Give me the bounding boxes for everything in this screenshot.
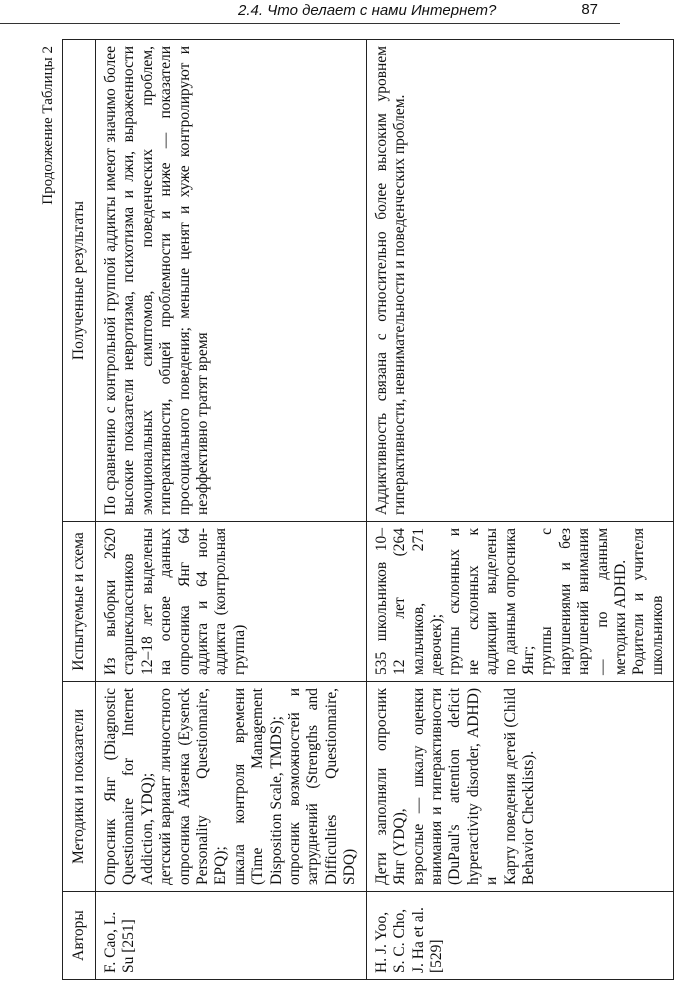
column-header-results: Полученные результаты [63,40,96,522]
method-item: Опросник Янг (Diagnostic Questionnaire for Internet Addiction, YDQ); [102,688,156,885]
cell-methods [366,682,674,892]
header-rule [0,23,620,24]
subject-item: Родители и учителя школьников [630,528,666,675]
page-number: 87 [581,1,598,18]
cell-results: По сравнению с контрольной группой аддикты имеют значимо более высокие показатели невротизма, психотизма и лжи, выраженности эмоциональных симптомов, поведенческих проблем, гиперактивности, общей проблемности и ниже — показатели просоциального поведения; меньше ценят и хуже контролируют и неэффективно тратят время [96,40,367,522]
results-table [62,39,674,980]
cell-authors: F. Cao, L. Su [251] [96,892,367,980]
method-item: взрослые — шкалу оценки внимания и гиперактивности (DuPaul's attention deficit hyperactivity disorder, ADHD) и [409,688,501,885]
table-header-row [63,40,96,980]
subject-item: группы склонных и не склонных к аддикции выделены по данным опросника Янг; [446,528,537,675]
method-item: опросник возможностей и затруднений (Strengths and Difficulties Questionnaire, SDQ) [286,688,359,885]
cell-methods [96,682,367,892]
section-title: 2.4. Что делает с нами Интернет? [238,2,497,19]
cell-subjects [96,522,367,682]
subject-item: Из выборки 2620 старшеклассников 12–18 лет выделены на основе данных опросника Янг 64 аддикта и 64 нон-аддикта (контрольная группа) [102,528,248,675]
table-row [366,40,674,980]
table-row [96,40,367,980]
method-item: Карту поведения детей (Child Behavior Checklists). [501,688,537,885]
subject-item: группы с нарушениями и без нарушений внимания — по данным методики ADHD. [538,528,629,675]
cell-subjects [366,522,674,682]
cell-authors: H. J. Yoo, S. C. Cho, J. Ha et al. [529] [366,892,674,980]
column-header-methods: Методики и показатели [63,682,96,892]
subject-item: 535 школьников 10–12 лет (264 мальчиков, 271 девочек); [372,528,445,675]
method-item: Дети заполняли опросник Янг (YDQ), [372,688,409,885]
column-header-subjects: Испытуемые и схема [63,522,96,682]
method-item: шкала контроля времени (Time Management Disposition Scale, TMDS); [230,688,285,885]
cell-results: Аддиктивность связана с относительно более высоким уровнем гиперактивности, невнимательности и поведенческих проблем. [366,40,674,522]
table-caption: Продолжение Таблицы 2 [40,46,56,205]
rotated-table-block [40,40,666,980]
method-item: детский вариант личностного опросника Айзенка (Eysenck Personality Questionnaire, EPQ); [157,688,230,885]
running-header [0,0,620,24]
column-header-authors: Авторы [63,892,96,980]
